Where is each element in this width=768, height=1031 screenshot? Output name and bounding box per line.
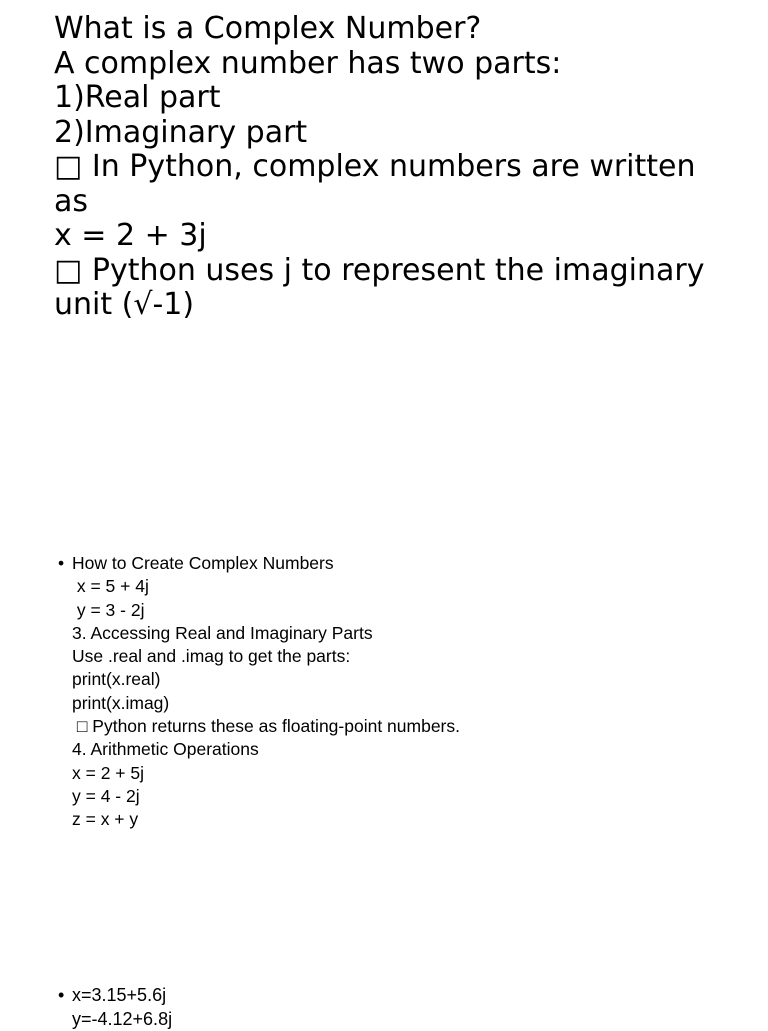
code-line: print(x.imag) bbox=[72, 692, 170, 713]
text-line: as bbox=[54, 183, 89, 219]
code-line: y = 4 - 2j bbox=[72, 785, 140, 806]
subheading: 4. Arithmetic Operations bbox=[72, 739, 259, 760]
code-line: x = 2 + 5j bbox=[72, 762, 144, 783]
text-line: □ Python uses j to represent the imaginary bbox=[54, 252, 705, 288]
text-line: □ Python returns these as floating-point numbers. bbox=[72, 716, 460, 737]
bullet-title: x=3.15+5.6j bbox=[72, 985, 167, 1005]
text-line: □ In Python, complex numbers are written bbox=[54, 149, 696, 184]
code-line: x = 2 + 3j bbox=[54, 218, 207, 253]
code-line: z = x + y bbox=[72, 809, 139, 830]
code-line: y = 3 - 2j bbox=[72, 599, 145, 620]
subheading: 3. Accessing Real and Imaginary Parts bbox=[72, 622, 373, 643]
bullet-item bbox=[58, 983, 748, 1007]
bullet-icon: • bbox=[58, 985, 65, 1005]
text-line: Use .real and .imag to get the parts: bbox=[72, 646, 351, 667]
code-line: x = 5 + 4j bbox=[72, 576, 149, 597]
code-line: print(x.real) bbox=[72, 669, 161, 690]
text-line: 1)Real part bbox=[54, 80, 221, 115]
bullet-item bbox=[58, 552, 748, 575]
text-line: A complex number has two parts: bbox=[54, 45, 562, 81]
text-line: 2)Imaginary part bbox=[54, 114, 308, 150]
code-line: y=-4.12+6.8j bbox=[72, 1009, 173, 1029]
create-complex-section bbox=[58, 552, 748, 832]
text-line: unit (√-1) bbox=[54, 287, 195, 322]
bullet-icon: • bbox=[58, 553, 65, 573]
bullet-title: How to Create Complex Numbers bbox=[72, 553, 334, 573]
intro-section bbox=[54, 12, 754, 323]
section-heading: What is a Complex Number? bbox=[54, 11, 482, 46]
